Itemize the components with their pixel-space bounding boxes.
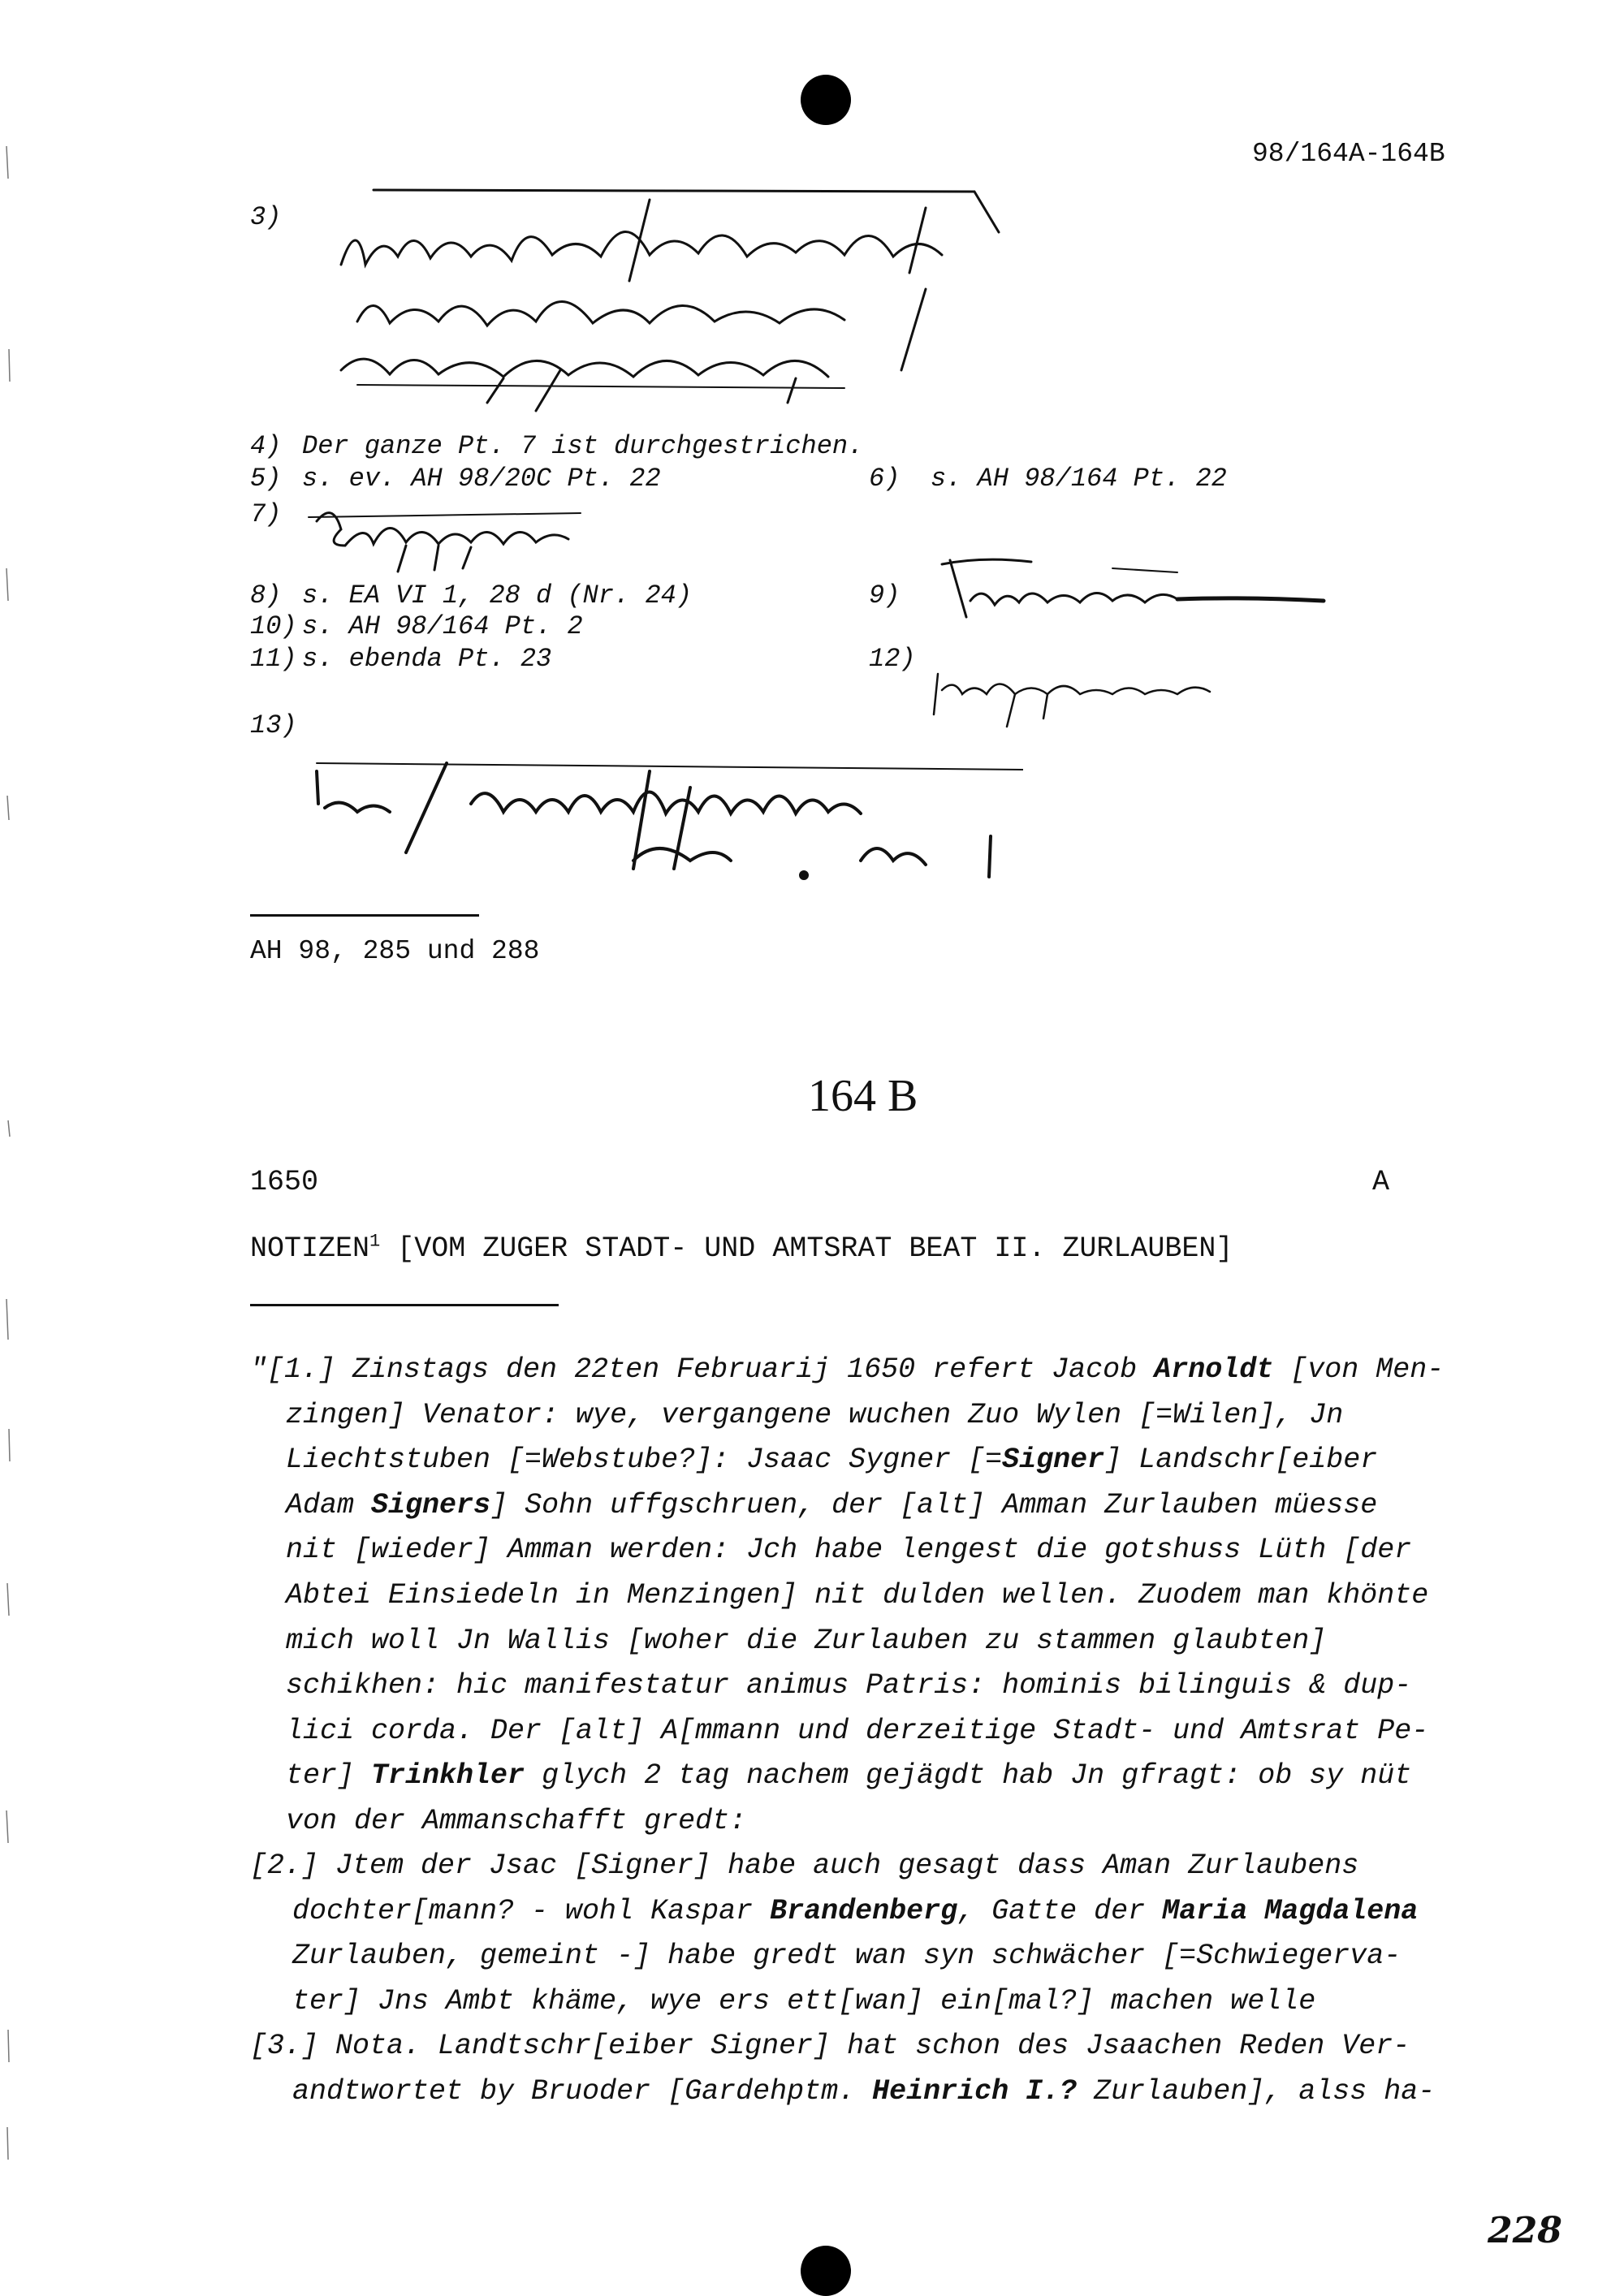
footnote-text-8: s. EA VI 1, 28 d (Nr. 24) [302, 580, 693, 611]
footnote-separator [250, 914, 479, 917]
handwriting-footnote-9 [934, 552, 1340, 633]
p1-line-5: nit [wieder] Amman werden: Jch habe lengest die gotshuss Lüth [der [286, 1534, 1412, 1567]
footnote-number-12: 12) [869, 644, 916, 674]
document-reference: 98/164A-164B [1252, 139, 1445, 169]
punch-hole-top [801, 75, 851, 125]
body-paragraph-3 [250, 2024, 1435, 2114]
handwriting-footnote-12 [926, 650, 1234, 731]
name-maria-magdalena: Maria Magdalena [1162, 1894, 1419, 1927]
document-year: 1650 [250, 1166, 319, 1198]
footnote-number-10: 10) [250, 611, 297, 641]
page-number: 228 [1488, 2210, 1562, 2251]
handwriting-footnote-7 [300, 497, 593, 578]
scan-edge-marks [2, 0, 15, 2294]
p1-line-6: Abtei Einsiedeln in Menzingen] nit dulden wellen. Zuodem man khönte [286, 1578, 1429, 1612]
name-brandenberg: Brandenberg [770, 1894, 958, 1927]
heading-prefix: NOTIZEN [250, 1232, 370, 1265]
p3-line-2: andtwortet by Bruoder [Gardehptm. Heinrich I.? Zurlauben], alss ha- [292, 2074, 1436, 2108]
footnote-number-13: 13) [250, 710, 297, 740]
footnote-text-11: s. ebenda Pt. 23 [302, 644, 552, 674]
document-letter: A [1372, 1166, 1390, 1198]
p1-line-3: Liechtstuben [=Webstube?]: Jsaac Sygner [=Signer] Landschr[eiber [286, 1444, 1378, 1477]
footnote-number-4: 4) [250, 431, 282, 461]
punch-hole-bottom [801, 2246, 851, 2296]
source-reference: AH 98, 285 und 288 [250, 936, 540, 966]
p1-line-11: von der Ammanschafft gredt: [286, 1804, 747, 1837]
heading-footnote-marker: 1 [369, 1231, 381, 1252]
name-signers: Signers [371, 1488, 491, 1521]
footnote-text-10: s. AH 98/164 Pt. 2 [302, 611, 583, 641]
p2-line-3: Zurlauben, gemeint -] habe gredt wan syn schwächer [=Schwiegerva- [292, 1940, 1402, 1973]
p2-line-2: dochter[mann? - wohl Kaspar Brandenberg, Gatte der Maria Magdalena [292, 1894, 1419, 1927]
footnote-number-6: 6) [869, 464, 901, 494]
footnote-text-5: s. ev. AH 98/20C Pt. 22 [302, 464, 661, 494]
name-arnoldt: Arnoldt [1154, 1353, 1274, 1386]
document-heading [250, 1232, 1233, 1265]
p3-line-1: [3.] Nota. Landtschr[eiber Signer] hat schon des Jsaachen Reden Ver- [250, 2030, 1410, 2062]
p2-line-1: [2.] Jtem der Jsac [Signer] habe auch gesagt dass Aman Zurlaubens [250, 1849, 1359, 1882]
p1-line-9: lici corda. Der [alt] A[mmann und derzeitige Stadt- und Amtsrat Pe- [286, 1714, 1429, 1747]
name-signer: Signer [1002, 1444, 1105, 1477]
p1-line-1: "[1.] Zinstags den 22ten Februarij 1650 refert Jacob Arnoldt [von Men- [250, 1353, 1445, 1386]
footnote-number-9: 9) [869, 580, 901, 611]
document-number: 164 B [808, 1071, 918, 1121]
footnote-number-3: 3) [250, 202, 282, 232]
p1-line-8: schikhen: hic manifestatur animus Patris: hominis bilinguis & dup- [286, 1669, 1412, 1703]
body-paragraph-1 [250, 1348, 1444, 1845]
p2-line-4: ter] Jns Ambt khäme, wye ers ett[wan] ein[mal?] machen welle [292, 1984, 1316, 2018]
footnote-number-7: 7) [250, 499, 282, 529]
name-trinkhler: Trinkhler [371, 1759, 525, 1793]
handwriting-footnote-13 [309, 755, 1023, 885]
name-heinrich: Heinrich I.? [872, 2074, 1078, 2108]
footnote-text-4: Der ganze Pt. 7 ist durchgestrichen. [302, 431, 864, 461]
p1-line-4: Adam Signers] Sohn uffgschruen, der [alt] Amman Zurlauben müesse [286, 1488, 1378, 1521]
footnote-number-5: 5) [250, 464, 282, 494]
handwriting-footnote-3 [309, 183, 1015, 419]
body-paragraph-2 [250, 1844, 1418, 2024]
heading-title: [VOM ZUGER STADT- UND AMTSRAT BEAT II. ZURLAUBEN] [380, 1232, 1233, 1265]
heading-separator [250, 1304, 559, 1306]
footnote-number-8: 8) [250, 580, 282, 611]
footnote-number-11: 11) [250, 644, 297, 674]
footnote-text-6: s. AH 98/164 Pt. 22 [931, 464, 1227, 494]
p1-line-7: mich woll Jn Wallis [woher die Zurlauben zu stammen glaubten] [286, 1624, 1327, 1657]
p1-line-2: zingen] Venator: wye, vergangene wuchen Zuo Wylen [=Wilen], Jn [286, 1398, 1344, 1431]
p1-line-10: ter] Trinkhler glych 2 tag nachem gejägdt hab Jn gfragt: ob sy nüt [286, 1759, 1412, 1793]
